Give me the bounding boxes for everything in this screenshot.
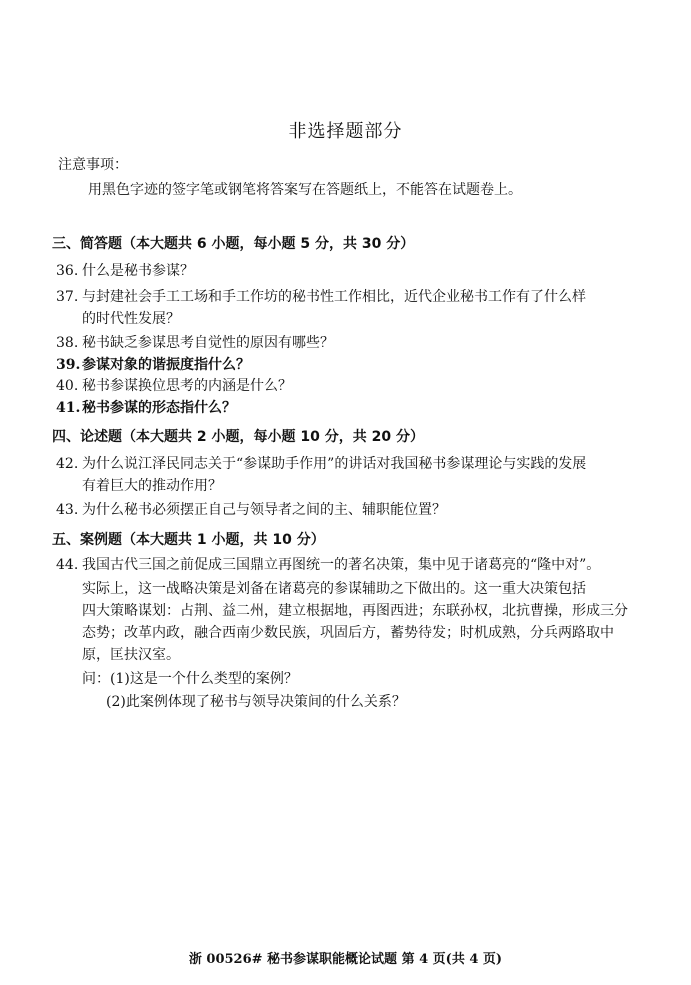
question-44-ask1: 问：(1)这是一个什么类型的案例？ (82, 671, 298, 687)
page-footer: 浙 00526# 秘书参谋职能概论试题 第 4 页(共 4 页) (188, 952, 503, 967)
question-number: 38. (56, 335, 79, 351)
question-39 (56, 356, 250, 374)
question-44-line4: 态势；改革内政，融合西南少数民族，巩固后方，蓄势待发；时机成熟，分兵两路取中 (82, 625, 614, 641)
section4-heading: 四、论述题（本大题共 2 小题，每小题 10 分，共 20 分） (52, 429, 424, 445)
question-44-line5: 原，匡扶汉室。 (82, 647, 180, 663)
question-41 (56, 399, 236, 417)
question-text: 为什么秘书必须摆正自己与领导者之间的主、辅职能位置？ (82, 502, 446, 518)
question-text: 参谋对象的谐振度指什么？ (82, 357, 250, 373)
question-text: 与封建社会手工工场和手工作坊的秘书性工作相比，近代企业秘书工作有了什么样 (82, 289, 586, 305)
question-number: 41. (56, 400, 81, 416)
question-number: 40. (56, 378, 79, 394)
question-44-line2: 实际上，这一战略决策是刘备在诸葛亮的参谋辅助之下做出的。这一重大决策包括 (82, 581, 586, 597)
question-40 (56, 377, 292, 395)
question-text: 秘书参谋的形态指什么？ (82, 400, 236, 416)
notice-body: 用黑色字迹的签字笔或钢笔将答案写在答题纸上，不能答在试题卷上。 (88, 182, 522, 198)
page-title: 非选择题部分 (288, 121, 403, 142)
question-text: 为什么说江泽民同志关于“参谋助手作用”的讲话对我国秘书参谋理论与实践的发展 (82, 456, 587, 472)
question-text: 什么是秘书参谋？ (82, 263, 194, 279)
question-44-line3: 四大策略谋划：占荆、益二州，建立根据地，再图西进；东联孙权，北抗曹操，形成三分 (82, 603, 628, 619)
question-42-line1 (56, 455, 586, 473)
question-text: 秘书缺乏参谋思考自觉性的原因有哪些？ (82, 335, 334, 351)
section3-heading: 三、简答题（本大题共 6 小题，每小题 5 分，共 30 分） (52, 236, 415, 252)
section5-heading: 五、案例题（本大题共 1 小题，共 10 分） (52, 532, 325, 548)
question-number: 44. (56, 557, 79, 573)
question-number: 37. (56, 289, 79, 305)
question-37-line2: 的时代性发展？ (82, 311, 180, 327)
question-44-line1 (56, 556, 600, 574)
question-44-ask2: (2)此案例体现了秘书与领导决策间的什么关系？ (106, 694, 406, 710)
question-text: 秘书参谋换位思考的内涵是什么？ (82, 378, 292, 394)
question-36 (56, 262, 194, 280)
question-text: 我国古代三国之前促成三国鼎立再图统一的著名决策，集中见于诸葛亮的“隆中对”。 (82, 557, 601, 573)
question-38 (56, 334, 334, 352)
question-number: 42. (56, 456, 79, 472)
question-43 (56, 501, 446, 519)
question-number: 43. (56, 502, 79, 518)
question-number: 39. (56, 357, 81, 373)
question-37-line1 (56, 288, 586, 306)
question-42-line2: 有着巨大的推动作用？ (82, 478, 222, 494)
question-number: 36. (56, 263, 79, 279)
notice-heading: 注意事项： (58, 157, 128, 173)
